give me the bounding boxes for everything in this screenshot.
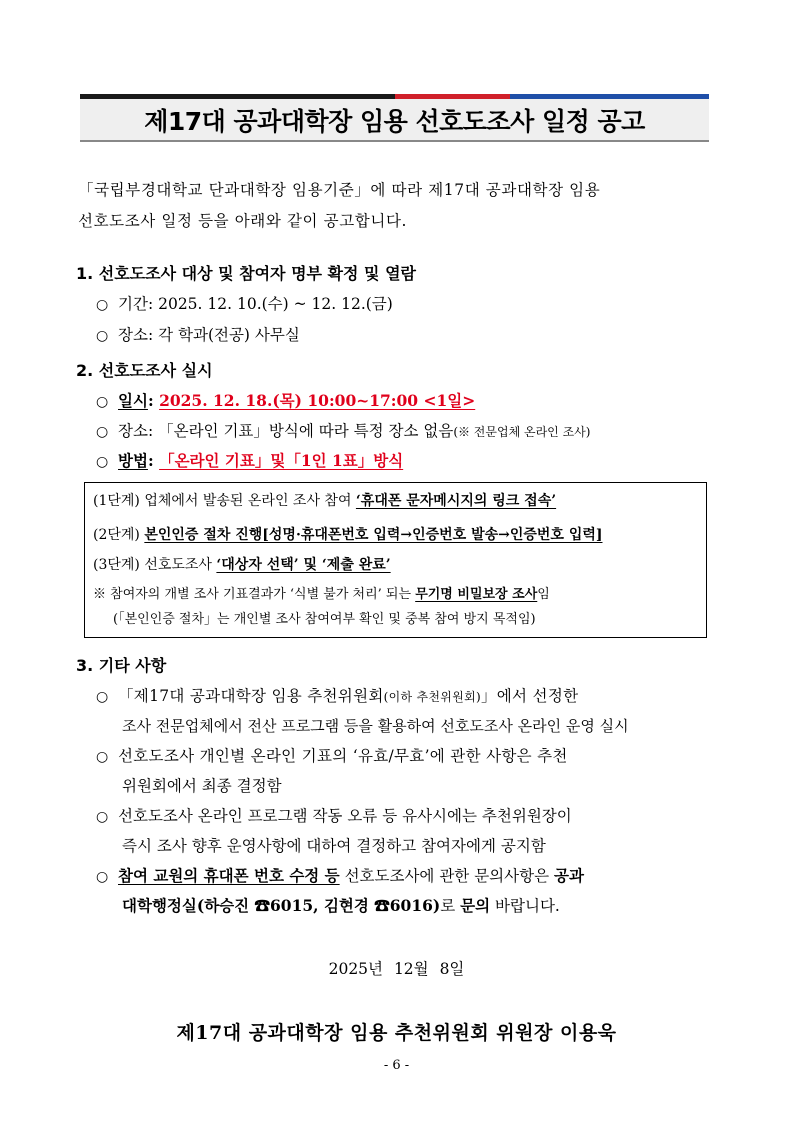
item-1-text-a: 「제17대 공과대학장 임용 추천위원회 — [118, 687, 384, 705]
step-1-text: (1단계) 업체에서 발송된 온라인 조사 참여 — [93, 493, 356, 509]
section-2-heading: 2. 선호도조사 실시 — [76, 361, 213, 380]
bullet-icon: ○ — [96, 689, 109, 705]
announcement-date: 2025년 12월 8일 — [328, 960, 465, 978]
item-2-text: 선호도조사 개인별 온라인 기표의 ‘유효/무효’에 관한 사항은 추천 — [118, 747, 568, 765]
section-2-method: ○ 방법: 「온라인 기표」및「1인 1표」방식 — [96, 451, 404, 470]
note-2: (「본인인증 절차」는 개인별 조사 참여여부 확인 및 중복 참여 방지 목적임) — [113, 612, 536, 627]
document-title: 제17대 공과대학장 임용 선호도조사 일정 공고 — [144, 106, 645, 136]
bullet-icon: ○ — [96, 809, 109, 825]
bullet-icon: ○ — [96, 424, 109, 440]
bullet-icon: ○ — [96, 328, 109, 344]
contact-info: 대학행정실(하승진 ☎6015, 김현경 ☎6016) — [122, 896, 441, 915]
item-3-text: 선호도조사 온라인 프로그램 작동 오류 등 유사시에는 추천위원장이 — [118, 807, 572, 825]
section-3-item-4 — [96, 866, 584, 887]
step-1 — [93, 491, 556, 511]
step-1-emphasis: ‘휴대폰 문자메시지의 링크 접속’ — [355, 493, 557, 509]
section-3-item-1-line-2: 조사 전문업체에서 전산 프로그램 등을 활용하여 선호도조사 온라인 운영 실시 — [122, 717, 629, 735]
bullet-icon: ○ — [96, 394, 109, 410]
bullet-icon: ○ — [96, 454, 109, 470]
section-1-place — [96, 325, 300, 346]
item-4-bold-end: 공과 — [554, 866, 584, 885]
bullet-icon: ○ — [96, 749, 109, 765]
section-1-heading: 1. 선호도조사 대상 및 참여자 명부 확정 및 열람 — [76, 264, 416, 283]
title-box — [80, 99, 709, 142]
bullet-icon: ○ — [96, 297, 109, 313]
item-4-emphasis: 참여 교원의 휴대폰 번호 수정 등 — [118, 866, 340, 885]
date-label: 일시 — [118, 391, 148, 410]
step-3 — [93, 555, 391, 575]
item-1-text-b: (이하 추천위원회) — [383, 690, 481, 704]
step-2-emphasis: 본인인증 절차 진행[성명·휴대폰번호 입력→인증번호 발송→인증번호 입력] — [144, 527, 603, 543]
section-3-item-4-line-2 — [122, 896, 560, 916]
page-number: - 6 - — [383, 1058, 410, 1073]
step-2-text: (2단계) — [93, 527, 145, 543]
section-3-item-3-line-2: 즉시 조사 향후 운영사항에 대하여 결정하고 참여자에게 공지함 — [122, 837, 546, 855]
intro-line-2: 선호도조사 일정 등을 아래와 같이 공고합니다. — [78, 212, 408, 230]
step-2 — [93, 525, 603, 545]
section-3-item-2-line-2: 위원회에서 최종 결정함 — [122, 777, 282, 795]
item-4-line-2-end: 바랍니다. — [490, 897, 560, 915]
bullet-icon: ○ — [96, 869, 109, 885]
note-1-suffix: 임 — [537, 587, 550, 602]
item-4-text: 선호도조사에 관한 문의사항은 — [339, 867, 554, 885]
date-value: 2025. 12. 18.(목) 10:00~17:00 <1일> — [159, 391, 476, 410]
steps-box — [84, 482, 707, 638]
section-3-item-1 — [96, 686, 578, 707]
item-4-line-2-mid: 로 — [440, 897, 461, 915]
period-text: 기간: 2025. 12. 10.(수) ~ 12. 12.(금) — [118, 295, 393, 313]
item-1-text-c: 」에서 선정한 — [480, 687, 579, 705]
section-3-item-2 — [96, 746, 568, 767]
signature: 제17대 공과대학장 임용 추천위원회 위원장 이용욱 — [176, 1022, 617, 1044]
method-label: 방법 — [118, 451, 148, 470]
note-1-text: ※ 참여자의 개별 조사 기표결과가 ‘식별 불가 처리’ 되는 — [93, 587, 416, 602]
section-3-heading: 3. 기타 사항 — [76, 656, 167, 675]
step-3-text: (3단계) 선호도조사 — [93, 557, 217, 573]
place-main: 장소: 「온라인 기표」방식에 따라 특정 장소 없음 — [118, 422, 454, 440]
method-value: 「온라인 기표」및「1인 1표」방식 — [159, 451, 404, 470]
note-1-emphasis: 무기명 비밀보장 조사 — [415, 587, 538, 602]
section-2-place — [96, 421, 590, 442]
step-3-emphasis: ‘대상자 선택’ 및 ‘제출 완료’ — [216, 557, 391, 573]
section-3-item-3 — [96, 806, 572, 827]
section-2-date: ○ 일시: 2025. 12. 18.(목) 10:00~17:00 <1일> — [96, 391, 476, 410]
item-4-line-2-bold: 문의 — [460, 896, 491, 915]
note-1 — [93, 585, 550, 605]
place-text: 장소: 각 학과(전공) 사무실 — [118, 326, 300, 344]
section-1-period — [96, 294, 393, 315]
place-note: (※ 전문업체 온라인 조사) — [453, 425, 591, 439]
intro-line-1: 「국립부경대학교 단과대학장 임용기준」에 따라 제17대 공과대학장 임용 — [78, 181, 601, 199]
